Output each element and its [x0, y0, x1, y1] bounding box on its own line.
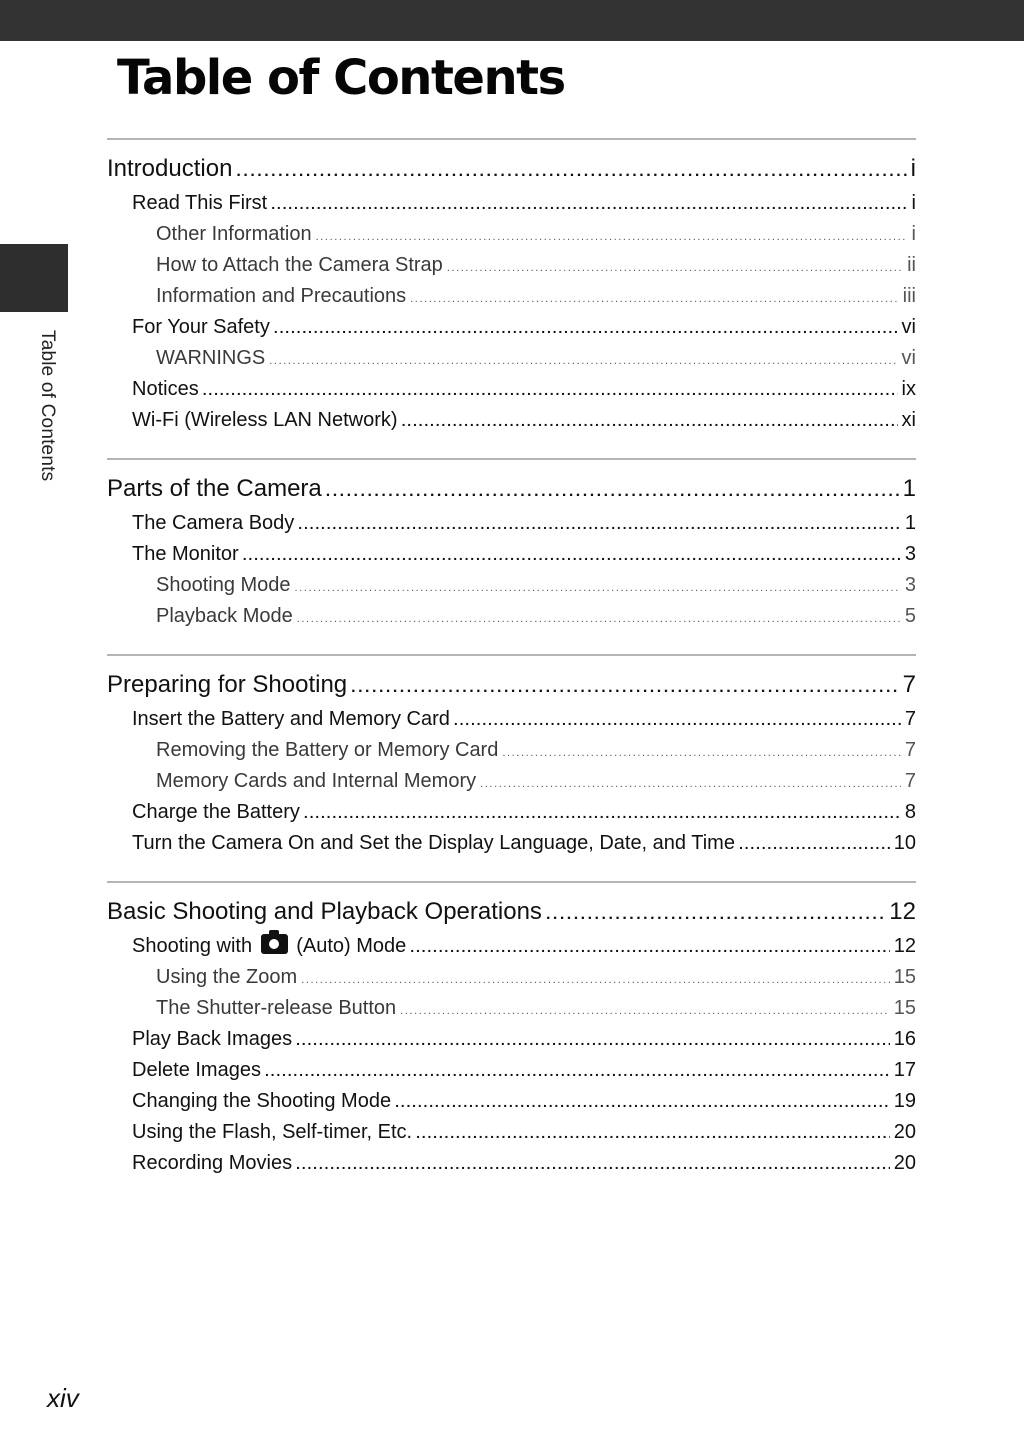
- dot-leader: [301, 965, 890, 996]
- toc-entry-page: vi: [901, 347, 916, 369]
- dot-leader: [265, 1056, 890, 1087]
- toc-entry-page: 7: [904, 708, 916, 730]
- dot-leader: [502, 738, 901, 769]
- dot-leader: [274, 313, 898, 344]
- toc-subentry[interactable]: [107, 570, 916, 601]
- toc-entry[interactable]: [107, 508, 916, 539]
- toc-entry-label: Memory Cards and Internal Memory: [156, 770, 477, 792]
- toc-chapter-entry[interactable]: [107, 150, 916, 188]
- dot-leader: [297, 604, 901, 635]
- toc-entry-label: Basic Shooting and Playback Operations: [107, 898, 542, 925]
- toc-entry-page: 10: [893, 832, 916, 854]
- toc-entry[interactable]: [107, 188, 916, 219]
- toc-chapter-entry[interactable]: [107, 470, 916, 508]
- toc-entry-label: Charge the Battery: [132, 801, 300, 823]
- dot-leader: [739, 829, 890, 860]
- toc-entry-label: The Shutter-release Button: [156, 997, 397, 1019]
- toc-entry-label: The Monitor: [132, 543, 239, 565]
- toc-entry-label: WARNINGS: [156, 347, 266, 369]
- toc-entry-label: [132, 931, 406, 962]
- toc-entry-label: Notices: [132, 378, 199, 400]
- dot-leader: [400, 996, 890, 1027]
- toc-section-introduction: [107, 138, 916, 458]
- toc-entry-label: For Your Safety: [132, 316, 270, 338]
- toc-subentry[interactable]: [107, 993, 916, 1024]
- toc-entry-page: vi: [901, 316, 916, 338]
- top-header-bar: [0, 0, 1024, 41]
- toc-section-basic-shooting-and-playback: [107, 881, 916, 1201]
- toc-entry-label: Recording Movies: [132, 1152, 293, 1174]
- page-title: Table of Contents: [117, 50, 565, 106]
- toc-entry[interactable]: [107, 312, 916, 343]
- toc-entry-label: Wi-Fi (Wireless LAN Network): [132, 409, 398, 431]
- toc-entry-label: How to Attach the Camera Strap: [156, 254, 443, 276]
- page-number-folio: xiv: [47, 1383, 79, 1413]
- toc-subentry[interactable]: [107, 735, 916, 766]
- toc-entry-label: Using the Flash, Self-timer, Etc.: [132, 1121, 413, 1143]
- toc-entry[interactable]: [107, 797, 916, 828]
- toc-subentry[interactable]: [107, 766, 916, 797]
- toc-entry-label: Parts of the Camera: [107, 475, 322, 502]
- toc-entry-page: 12: [893, 935, 916, 957]
- toc-entry[interactable]: [107, 539, 916, 570]
- camera-icon: [261, 934, 288, 954]
- toc-entry-page: 15: [893, 997, 916, 1019]
- dot-leader: [480, 769, 901, 800]
- toc-chapter-entry[interactable]: [107, 893, 916, 931]
- toc-entry-label: Turn the Camera On and Set the Display Language, Date, and Time: [132, 832, 735, 854]
- toc-entry-page: ix: [901, 378, 916, 400]
- dot-leader: [546, 896, 885, 934]
- toc-entry-page: iii: [902, 285, 916, 307]
- toc-entry-label: Using the Zoom: [156, 966, 298, 988]
- toc-entry-page: i: [911, 223, 916, 245]
- toc-entry-label: Delete Images: [132, 1059, 261, 1081]
- toc-entry-page: i: [910, 155, 916, 182]
- toc-entry-page: 12: [889, 898, 916, 925]
- dot-leader: [295, 573, 901, 604]
- toc-entry[interactable]: [107, 828, 916, 859]
- dot-leader: [203, 375, 898, 406]
- dot-leader: [410, 284, 899, 315]
- dot-leader: [236, 153, 906, 191]
- toc-entry[interactable]: [107, 374, 916, 405]
- dot-leader: [271, 189, 907, 220]
- toc-entry-page: 17: [893, 1059, 916, 1081]
- dot-leader: [304, 798, 901, 829]
- toc-entry-page: 20: [893, 1152, 916, 1174]
- toc-entry[interactable]: [107, 405, 916, 436]
- toc-entry-label: Introduction: [107, 155, 233, 182]
- toc-entry-label: Information and Precautions: [156, 285, 407, 307]
- toc-entry-label: Other Information: [156, 223, 312, 245]
- dot-leader: [402, 406, 898, 437]
- toc-entry[interactable]: [107, 704, 916, 735]
- dot-leader: [296, 1149, 890, 1180]
- dot-leader: [395, 1087, 890, 1118]
- dot-leader: [351, 669, 898, 707]
- toc-entry-label: Changing the Shooting Mode: [132, 1090, 392, 1112]
- toc-entry-page: 16: [893, 1028, 916, 1050]
- toc-entry-page: 19: [893, 1090, 916, 1112]
- toc-entry-page: 7: [904, 770, 916, 792]
- toc-entry-page: 8: [904, 801, 916, 823]
- toc-entry[interactable]: [107, 1086, 916, 1117]
- dot-leader: [243, 540, 901, 571]
- toc-entry-label: Insert the Battery and Memory Card: [132, 708, 450, 730]
- toc-chapter-entry[interactable]: [107, 666, 916, 704]
- toc-entry[interactable]: [107, 1024, 916, 1055]
- dot-leader: [416, 1118, 890, 1149]
- toc-subentry[interactable]: [107, 343, 916, 374]
- dot-leader: [269, 346, 897, 377]
- toc-entry-page: 20: [893, 1121, 916, 1143]
- toc-entry-page: 7: [904, 739, 916, 761]
- dot-leader: [454, 705, 901, 736]
- toc-entry-label: The Camera Body: [132, 512, 295, 534]
- toc-entry-label: Shooting Mode: [156, 574, 291, 596]
- toc-entry-page: xi: [901, 409, 916, 431]
- toc-entry-label: Playback Mode: [156, 605, 293, 627]
- toc-entry-label-after-icon: (Auto) Mode: [296, 935, 407, 957]
- toc-entry-page: 15: [893, 966, 916, 988]
- toc-entry[interactable]: [107, 931, 916, 962]
- dot-leader: [410, 932, 889, 963]
- toc-entry-label: Removing the Battery or Memory Card: [156, 739, 499, 761]
- toc-subentry[interactable]: [107, 962, 916, 993]
- toc-entry-page: ii: [907, 254, 916, 276]
- side-tab-label: Table of Contents: [37, 330, 58, 482]
- toc-subentry[interactable]: [107, 250, 916, 281]
- toc-entry-page: 1: [904, 512, 916, 534]
- toc-subentry[interactable]: [107, 219, 916, 250]
- side-tab-marker: [0, 244, 68, 312]
- toc-entry-label: Read This First: [132, 192, 268, 214]
- toc-entry-page: 1: [902, 475, 916, 502]
- toc-entry-label: Play Back Images: [132, 1028, 293, 1050]
- toc-entry-page: 7: [902, 671, 916, 698]
- dot-leader: [447, 253, 903, 284]
- table-of-contents: [107, 138, 916, 1201]
- toc-entry-page: 3: [904, 574, 916, 596]
- toc-entry[interactable]: [107, 1055, 916, 1086]
- toc-entry-page: 5: [904, 605, 916, 627]
- dot-leader: [326, 473, 899, 511]
- toc-entry[interactable]: [107, 1117, 916, 1148]
- dot-leader: [316, 222, 908, 253]
- toc-section-preparing-for-shooting: [107, 654, 916, 881]
- toc-entry-label: Preparing for Shooting: [107, 671, 348, 698]
- dot-leader: [296, 1025, 890, 1056]
- toc-entry-label-before-icon: Shooting with: [132, 935, 253, 957]
- dot-leader: [298, 509, 901, 540]
- toc-subentry[interactable]: [107, 601, 916, 632]
- toc-entry[interactable]: [107, 1148, 916, 1179]
- toc-subentry[interactable]: [107, 281, 916, 312]
- toc-entry-page: 3: [904, 543, 916, 565]
- toc-section-parts-of-the-camera: [107, 458, 916, 654]
- toc-entry-page: i: [911, 192, 916, 214]
